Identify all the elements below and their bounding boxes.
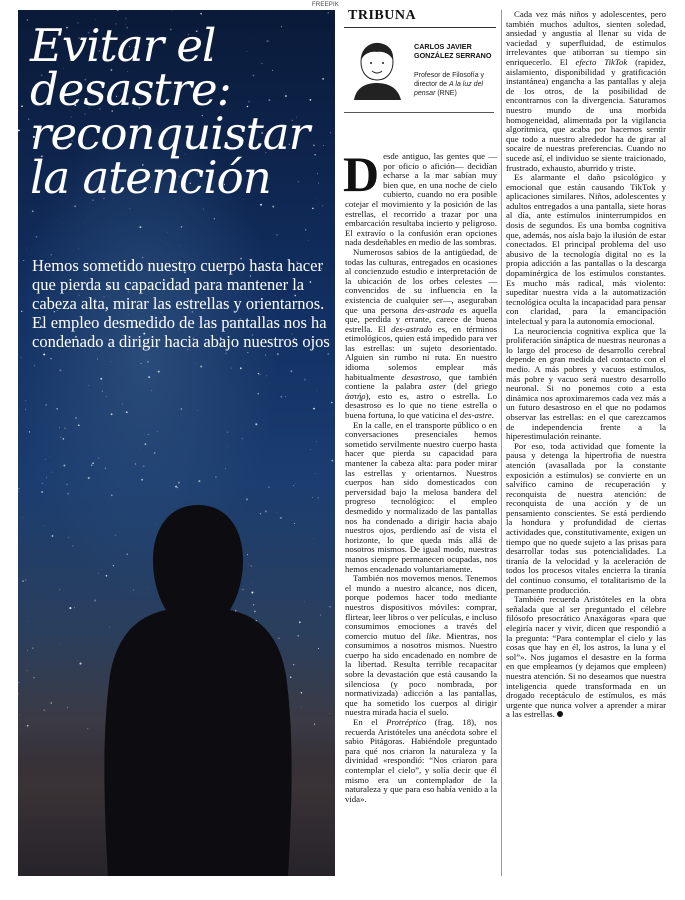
star [74, 607, 75, 608]
star [75, 417, 77, 419]
paragraph: Desde antiguo, las gentes que —por oficio o afición— decidían echarse a la mar sabían muy bien que, en una noche de cielo cubierto, cuando no era posible cotejar el movimiento y la posición de las estrellas, el recorrido a trazar por una embarcación resultaba incierto y peligroso. El extravío o la confusión eran opciones nada desdeñables en medio de las sombras. [343, 146, 497, 248]
star [78, 249, 79, 250]
star [61, 579, 62, 580]
star [111, 413, 113, 415]
star [25, 400, 26, 401]
star [312, 208, 314, 210]
star [285, 396, 286, 397]
star [246, 498, 248, 500]
hero-photo [18, 10, 335, 876]
star [22, 580, 24, 582]
star [272, 206, 274, 208]
author-portrait [350, 38, 405, 100]
star [227, 446, 228, 447]
star [242, 438, 243, 439]
divider [344, 27, 496, 28]
star [304, 602, 305, 603]
paragraph: Es alarmante el daño psicológico y emocional que están causando TikTok y aplicaciones similares. Niños, adolescentes y adultos entregados a una pantalla, siete horas al día, ante estímulos ininterrumpidos en dosis de segundos. Es una bomba cognitiva que, además, nos aísla bajo la ilusión de estar conectados. El principal problema del uso abusivo de la tecnología digital no es la propia adicción a las pantallas o la descarga dopaminérgica de los estímulos constantes. Es mucho más radical, más violento: supeditar nuestra vida a la automatización tecnológica oculta la incapacidad para pensar con claridad, para la emancipación intelectual y para la autonomía emocional. [506, 172, 666, 326]
star [310, 449, 311, 450]
star [197, 410, 198, 411]
star [50, 358, 51, 359]
star [301, 692, 303, 694]
star [57, 221, 58, 222]
star [69, 607, 71, 609]
star [92, 462, 94, 464]
photo-credit: FREEPIK [312, 2, 340, 8]
star [67, 493, 68, 494]
star [88, 477, 90, 479]
star [247, 352, 248, 353]
star [180, 246, 181, 247]
star [43, 709, 45, 711]
star [322, 205, 323, 206]
star [141, 479, 143, 481]
star [97, 358, 98, 359]
star [18, 488, 19, 489]
star [178, 482, 180, 484]
star [32, 647, 34, 649]
star [33, 677, 35, 679]
star [318, 497, 319, 498]
star [79, 663, 81, 665]
star [151, 390, 152, 391]
star [60, 437, 61, 438]
star [327, 353, 329, 355]
star [172, 10, 173, 11]
divider [344, 112, 494, 113]
star [52, 535, 54, 537]
star [145, 443, 147, 445]
star [51, 702, 52, 703]
star [52, 472, 53, 473]
star [59, 644, 60, 645]
star [257, 393, 259, 395]
star [74, 711, 75, 712]
star [331, 460, 333, 462]
star [45, 404, 47, 406]
headline: Evitar el desastre: reconquistar la atención [30, 19, 310, 204]
star [63, 438, 65, 440]
silhouette-figure [98, 505, 298, 876]
star [129, 208, 130, 209]
star [329, 606, 331, 608]
star [56, 408, 58, 410]
paragraph: También recuerda Aristóteles en la obra señalada que al ser preguntado el célebre filósofo presocrático Anaxágoras «para que elegiría nacer y vivir, dicen que respondió a la pregunta: “Para contemplar el cielo y las cosas que hay en él, los astros, la luna y el sol”». Nos jugamos el desastre en la forma en que empleamos (y dejamos que empleen) nuestra atención. Si no deseamos que nuestra inteligencia quede transformada en un drogado receptáculo de estímulos, es más urgente que nunca volver a aprender a mirar a las estrellas. [506, 594, 666, 720]
star [318, 648, 319, 649]
star [177, 487, 179, 489]
star [167, 244, 168, 245]
star [78, 424, 80, 426]
star [304, 379, 306, 381]
star [43, 353, 45, 355]
star [42, 483, 43, 484]
star [41, 491, 43, 493]
star [68, 537, 69, 538]
star [18, 682, 19, 683]
paragraph: Numerosos sabios de la antigüedad, de todas las culturas, entregados en ocasiones al concienzudo estudio e interpretación de la ubicación de los orbes celestes —convencidos de su influencia en la existencia de cualquier ser—, aseguraban que una persona des-astrada es aquella que, perdida y errante, carece de buena estrella. El des-astrado es, en términos etimológicos, quien está impedido para ver las estrellas: un sujeto desorientado. Alguien sin rumbo ni ruta. En nuestro idioma solemos emplear más habitualmente desastroso, que también contiene la palabra aster (del griego ἀστήρ), esto es, astro o estrella. Lo desastroso es lo que no tiene estrella o buena fortuna, lo que vaticina el des-astre. [345, 246, 497, 421]
paragraph: En la calle, en el transporte público o en conversaciones presenciales hemos sometido servilmente nuestro cuerpo hasta hacer que pierda su capacidad para mantener la cabeza alta: para poder mirar las estrellas y orientarnos. Nuestros cuerpos han sido domesticados con perversidad bajo la melosa bandera del progreso tecnológico: el empleo desmedido y normalizado de las pantallas nos ha condenado a dirigir hacia abajo nuestros ojos, perdiendo así de vista el horizonte, lo que queda más allá de nosotros mismos. De igual modo, nuestras manos siempre permanecen ocupadas, nos hemos encadenado voluntariamente. [345, 419, 497, 574]
star [91, 464, 93, 466]
star [18, 694, 19, 695]
star [200, 365, 202, 367]
star [259, 374, 260, 375]
star [277, 353, 278, 354]
star [331, 402, 333, 404]
star [18, 129, 20, 131]
author-role: Profesor de Filosofía y director de A la luz del pensar (RNE) [414, 72, 485, 97]
star [316, 441, 317, 442]
star [100, 378, 102, 380]
star [64, 428, 65, 429]
article-column-1 [343, 146, 497, 804]
star [225, 353, 226, 354]
star [27, 650, 28, 651]
star [21, 105, 23, 107]
star [158, 371, 160, 373]
star [240, 367, 242, 369]
paragraph: Cada vez más niños y adolescentes, pero también muchos adultos, sienten soledad, ansiedad y angustia al llenar su vida de vaciedad y superfluidad, de estímulos irrelevantes que atiborran su tiempo sin enriquecerlo. El efecto TikTok (rapidez, aislamiento, disponibilidad y gratificación instantánea) engancha a las pantallas y aleja de los otros, de la posibilidad de encontrarnos con la divergencia. Saturamos nuestro mundo de una morbida homogeneidad, alimentada por la vigilancia algorítmica, que acaba por hacernos sentir que todo a nuestro alrededor ha de girar al socaire de nuestras preferencias. Cuando no sucede así, el individuo se siente traicionado, frustrado, exhausto, aburrido y triste. [506, 9, 666, 173]
star [143, 465, 145, 467]
star [295, 483, 296, 484]
star [255, 423, 257, 425]
star [106, 396, 107, 397]
star [135, 464, 136, 465]
star [59, 589, 60, 590]
star [34, 365, 35, 366]
star [139, 226, 141, 228]
section-label: TRIBUNA [348, 8, 417, 23]
star [66, 484, 68, 486]
star [72, 545, 74, 547]
star [45, 459, 46, 460]
star [158, 432, 159, 433]
star [305, 229, 306, 230]
star [102, 390, 103, 391]
author-name: CARLOS JAVIER GONZÁLEZ SERRANO [414, 42, 492, 60]
star [27, 725, 29, 727]
star [308, 240, 309, 241]
subheadline: Hemos sometido nuestro cuerpo hasta hacer que pierda su capacidad para mantener la cabeza alta, mirar las estrellas y orientarnos. El empleo desmedido de las pantallas nos ha condenado a dirigir hacia abajo nuestros ojos [32, 256, 330, 351]
paragraph: Por eso, toda actividad que fomente la pausa y detenga la hipertrofia de nuestra atención (avasallada por la constante exposición a estímulos) se convierte en un salvífico camino de recuperación y reconquista de nuestra atención: de reconquista de una acción y de un pensamiento conscientes. Se está perdiendo la hondura y profundidad de ciertas actividades que, constitutivamente, exigen un tiempo que no quede sujeto a las prisas para desarrollar todas sus potencialidades. La tiranía de la velocidad y la aceleración de todos los procesos vitales encierra la tiranía del continuo consumo, el totalitarismo de la permanente producción. [506, 440, 666, 595]
star [117, 10, 119, 11]
star [111, 494, 113, 496]
star [25, 579, 26, 580]
star [313, 408, 315, 410]
star [32, 210, 34, 212]
star [227, 432, 228, 433]
star [46, 477, 47, 478]
star [59, 369, 61, 371]
star [21, 311, 22, 312]
star [214, 218, 215, 219]
star [36, 236, 38, 238]
star [314, 724, 315, 725]
star [225, 468, 226, 469]
star [111, 362, 112, 363]
star [329, 713, 330, 714]
article-column-2 [506, 10, 666, 720]
star [320, 614, 321, 615]
star [258, 373, 259, 374]
star [317, 390, 318, 391]
star [265, 354, 266, 355]
star [268, 486, 270, 488]
star [19, 715, 20, 716]
star [312, 497, 313, 498]
star [181, 226, 183, 228]
star [299, 621, 301, 623]
star [148, 376, 150, 378]
star [94, 599, 96, 601]
star [122, 404, 123, 405]
star [25, 409, 26, 410]
paragraph: En el Protréptico (frag. 18), nos recuerda Aristóteles una anécdota sobre el sabio Pitágoras. Habiéndole preguntado para qué nos criaron la naturaleza y la divinidad «respondió: “Nos criaron para contemplar el cielo”, y solía decir que él mismo era un contemplador de la naturaleza y que para eso había venido a la vida». [345, 717, 497, 804]
star [293, 485, 294, 486]
star [196, 363, 197, 364]
star [266, 376, 267, 377]
star [22, 517, 23, 518]
paragraph: También nos movemos menos. Tenemos el mundo a nuestro alcance, nos dicen, porque podemos hacer todo mediante nuestros dispositivos móviles: comprar, flirtear, leer libros o ver películas, e incluso consumimos emociones a través del comercio mutuo del like. Mientras, nos consumimos a nosotros mismos. Nuestro cuerpo ha sido encadenado en nombre de la libertad. Resulta terrible recapacitar sobre la devastación que está causando la silenciosa (y poco nombrada, por normativizada) adicción a las pantallas, que ha sometido los cuerpos al dirigir nuestra mirada hacia el suelo. [345, 573, 497, 718]
star [260, 204, 262, 206]
star [105, 468, 106, 469]
star [147, 361, 148, 362]
star [89, 385, 90, 386]
star [27, 19, 28, 20]
star [19, 491, 20, 492]
star [327, 12, 329, 14]
star [315, 473, 316, 474]
star [154, 452, 155, 453]
star [63, 464, 65, 466]
star [26, 248, 27, 249]
star [301, 707, 302, 708]
star [21, 357, 22, 358]
star [74, 205, 76, 207]
star [44, 525, 45, 526]
star [87, 728, 88, 729]
star [148, 434, 149, 435]
star [23, 260, 24, 261]
star [27, 670, 28, 671]
star [29, 431, 30, 432]
star [215, 476, 217, 478]
star [198, 480, 200, 482]
star [167, 232, 168, 233]
paragraph: La neurociencia cognitiva explica que la proliferación sináptica de nuestras neuronas a lo largo del proceso de desarrollo cerebral depende en gran medida del contacto con el medio. A más pobres y vacuos estímulos, más pobre y vacuo será nuestro desarrollo neuronal. Si no ponemos coto a esta dinámica nos aproximaremos cada vez más a un futuro desastroso en el que no podamos observar las estrellas: en el que carezcamos de independencia frente a la hiperestimulación reinante. [506, 325, 666, 442]
star [181, 408, 183, 410]
dropcap: D [343, 146, 380, 202]
star [276, 234, 277, 235]
star [200, 13, 202, 15]
star [280, 396, 282, 398]
star [140, 449, 141, 450]
star [59, 427, 60, 428]
star [98, 458, 99, 459]
column-divider [501, 10, 502, 876]
star [141, 363, 142, 364]
star [126, 411, 128, 413]
star [203, 209, 204, 210]
star [49, 456, 50, 457]
star [290, 370, 292, 372]
star [231, 368, 232, 369]
end-mark [557, 711, 563, 717]
star [67, 707, 68, 708]
